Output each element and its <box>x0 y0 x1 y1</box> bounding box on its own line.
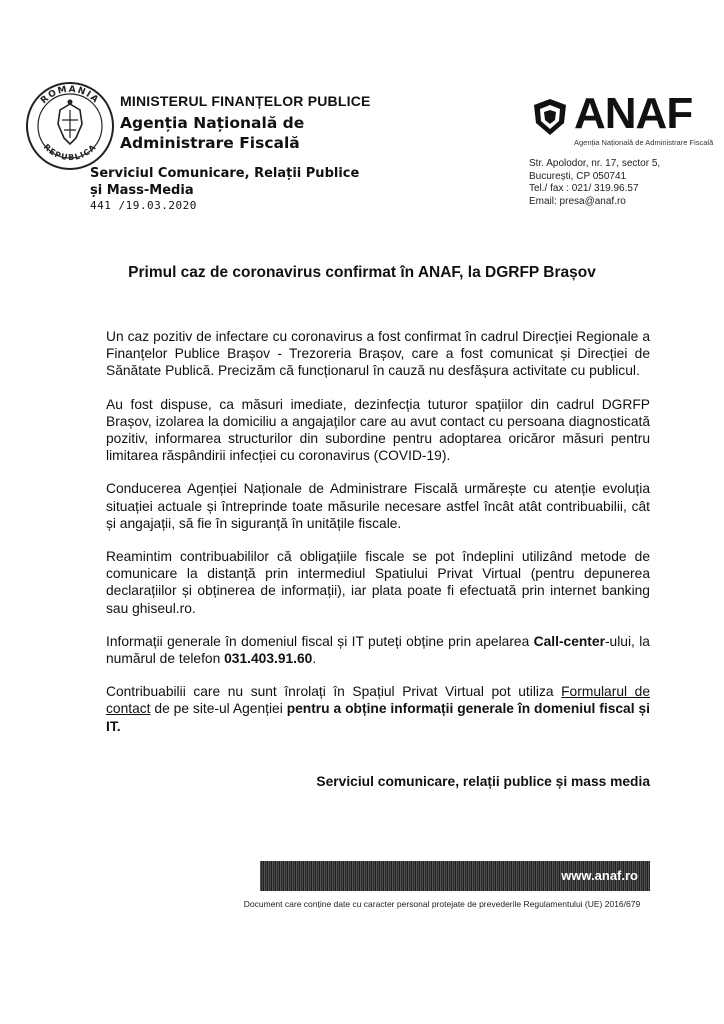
paragraph-6-bold: pentru a obține informații generale în domeniul fiscal și IT. <box>106 701 650 734</box>
call-center-label: Call-center <box>533 633 605 649</box>
ministry-seal-icon <box>24 80 116 172</box>
paragraph-6 <box>106 683 650 735</box>
agency-name <box>120 113 304 153</box>
contact-block <box>529 158 660 208</box>
document-body <box>106 328 650 751</box>
footer-disclaimer: Document care conține date cu caracter personal protejate de prevederile Regulamentului (UE) 2016/679 <box>243 899 641 909</box>
agency-name-line2: Administrare Fiscală <box>120 134 300 152</box>
contact-phone: Tel./ fax : 021/ 319.96.57 <box>529 183 639 194</box>
ministry-name: MINISTERUL FINANȚELOR PUBLICE <box>120 93 371 109</box>
seal-text-top: ROMANIA <box>39 84 101 107</box>
service-name-line2: și Mass-Media <box>90 183 194 198</box>
contact-form-link[interactable]: Formularul de contact <box>106 684 650 717</box>
seal-text-bottom: REPUBLICA <box>41 142 99 163</box>
paragraph-5 <box>106 633 650 667</box>
paragraph-5-text-a: Informații generale în domeniul fiscal și IT puteți obține prin apelarea <box>106 633 534 649</box>
paragraph-2: Au fost dispuse, ca măsuri imediate, dezinfecția tuturor spațiilor din cadrul DGRFP Brașov, izolarea la domiciliu a angajaților care au avut contact cu persoana diagnosticată pozitiv, informarea structurilor din subordine pentru adoptarea oricăror măsuri pentru limitarea răspândirii infecției cu coronavirus (COVID-19). <box>106 396 650 464</box>
paragraph-6-text-a: Contribuabilii care nu sunt înrolați în Spațiul Privat Virtual pot utiliza <box>106 684 562 700</box>
document-reference: 441 /19.03.2020 <box>90 199 197 212</box>
contact-address2: București, CP 050741 <box>529 170 627 182</box>
contact-address1: Str. Apolodor, nr. 17, sector 5, <box>529 158 661 169</box>
paragraph-5-text-c: -ului, la numărul de telefon <box>106 633 650 667</box>
svg-text:REPUBLICA <box>42 142 98 162</box>
signature: Serviciul comunicare, relații publice și mass media <box>316 774 650 789</box>
service-name <box>90 165 359 199</box>
document-title: Primul caz de coronavirus confirmat în ANAF, la DGRFP Brașov <box>128 264 596 281</box>
anaf-logo-subtitle: Agenția Națională de Administrare Fiscală <box>574 138 714 147</box>
paragraph-4: Reamintim contribuabililor că obligațiile fiscale se pot îndeplini utilizând metode de comunicare la distanță prin intermediul Spatiului Privat Virtual (pentru depunerea declarațiilor și obținerea de informații), iar plata poate fi efectuată prin internet banking sau ghiseul.ro. <box>106 549 650 616</box>
footer-url: www.anaf.ro <box>561 868 638 883</box>
footer-bar <box>260 861 650 891</box>
contact-email: Email: presa@anaf.ro <box>529 195 626 207</box>
agency-name-line1: Agenția Națională de <box>120 114 305 132</box>
call-center-phone: 031.403.91.60 <box>224 651 313 667</box>
anaf-shield-icon <box>530 97 570 137</box>
paragraph-6-text-c: de pe site-ul Agenției <box>150 701 287 717</box>
paragraph-1: Un caz pozitiv de infectare cu coronavirus a fost confirmat în cadrul Direcției Regionale a Finanțelor Publice Brașov - Trezoreria Brașov, care a fost comunicat și Direcției de Sănătate Publică. Precizăm că funcționarul în cauză nu desfășura activitate cu publicul. <box>106 329 650 379</box>
anaf-logo-text: ANAF <box>574 89 693 138</box>
paragraph-3: Conducerea Agenției Naționale de Administrare Fiscală urmărește cu atenție evoluția situației actuale și întreprinde toate măsurile necesare astfel încât atât contribuabilii, cât și angajații, să fie în siguranță în unitățile fiscale. <box>106 481 650 531</box>
service-name-line1: Serviciul Comunicare, Relații Publice <box>90 166 360 181</box>
paragraph-5-text-e: . <box>312 651 317 667</box>
